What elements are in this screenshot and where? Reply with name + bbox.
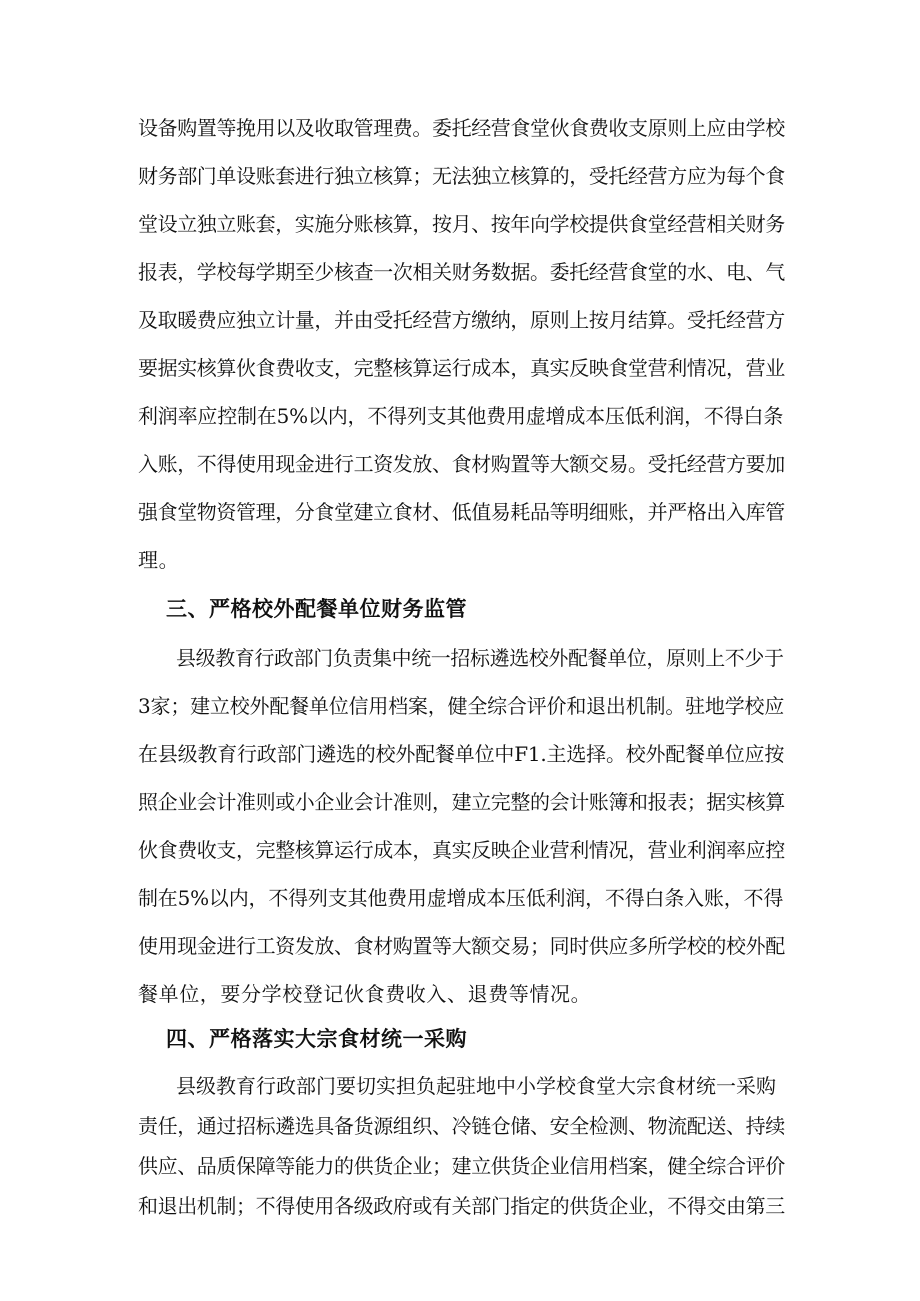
body-text-line: 县级教育行政部门要切实担负起驻地中小学校食堂大宗食材统一采购 (176, 1074, 776, 1098)
body-text-line: 供应、品质保障等能力的供货企业；建立供货企业信用档案，健全综合评价 (138, 1154, 785, 1178)
body-text-line: 使用现金进行工资发放、食材购置等大额交易；同时供应多所学校的校外配 (138, 934, 785, 958)
body-text-line: 3家；建立校外配餐单位信用档案，健全综合评价和退出机制。驻地学校应 (138, 694, 785, 718)
body-text-line: 设备购置等挽用以及收取管理费。委托经营食堂伙食费收支原则上应由学校 (138, 116, 785, 140)
body-text-line: 责任，通过招标遴选具备货源组织、冷链仓储、安全检测、物流配送、持续 (138, 1114, 785, 1138)
body-text-line: 财务部门单设账套进行独立核算；无法独立核算的，受托经营方应为每个食 (138, 164, 785, 188)
body-text-line: 及取暖费应独立计量，并由受托经营方缴纳，原则上按月结算。受托经营方 (138, 308, 785, 332)
body-text-line: 照企业会计准则或小企业会计准则，建立完整的会计账簿和报表；据实核算 (138, 790, 785, 814)
section-heading-3: 三、严格校外配餐单位财务监管 (166, 597, 467, 621)
body-text-line: 伙食费收支，完整核算运行成本，真实反映企业营利情况，营业利润率应控 (138, 838, 785, 862)
body-text-line: 在县级教育行政部门遴选的校外配餐单位中F1.主选择。校外配餐单位应按 (138, 742, 785, 766)
body-text-line: 入账，不得使用现金进行工资发放、食材购置等大额交易。受托经营方要加 (138, 452, 785, 476)
body-text-line: 强食堂物资管理，分食堂建立食材、低值易耗品等明细账，并严格出入库管 (138, 500, 785, 524)
body-text-line: 县级教育行政部门负责集中统一招标遴选校外配餐单位，原则上不少于 (176, 646, 784, 670)
body-text-line: 理。 (138, 548, 180, 572)
body-text-line: 利润率应控制在5%以内，不得列支其他费用虚增成本压低利润，不得白条 (138, 404, 784, 428)
section-heading-4: 四、严格落实大宗食材统一采购 (166, 1027, 467, 1051)
body-text-line: 餐单位，要分学校登记伙食费收入、退费等情况。 (138, 982, 592, 1006)
body-text-line: 要据实核算伙食费收支，完整核算运行成本，真实反映食堂营利情况，营业 (138, 356, 785, 380)
body-text-line: 报表，学校每学期至少核查一次相关财务数据。委托经营食堂的水、电、气 (138, 260, 785, 284)
body-text-line: 和退出机制；不得使用各级政府或有关部门指定的供货企业，不得交由第三 (138, 1194, 785, 1218)
body-text-line: 制在5%以内，不得列支其他费用虚增成本压低利润，不得白条入账，不得 (138, 886, 784, 910)
body-text-line: 堂设立独立账套，实施分账核算，按月、按年向学校提供食堂经营相关财务 (138, 212, 785, 236)
